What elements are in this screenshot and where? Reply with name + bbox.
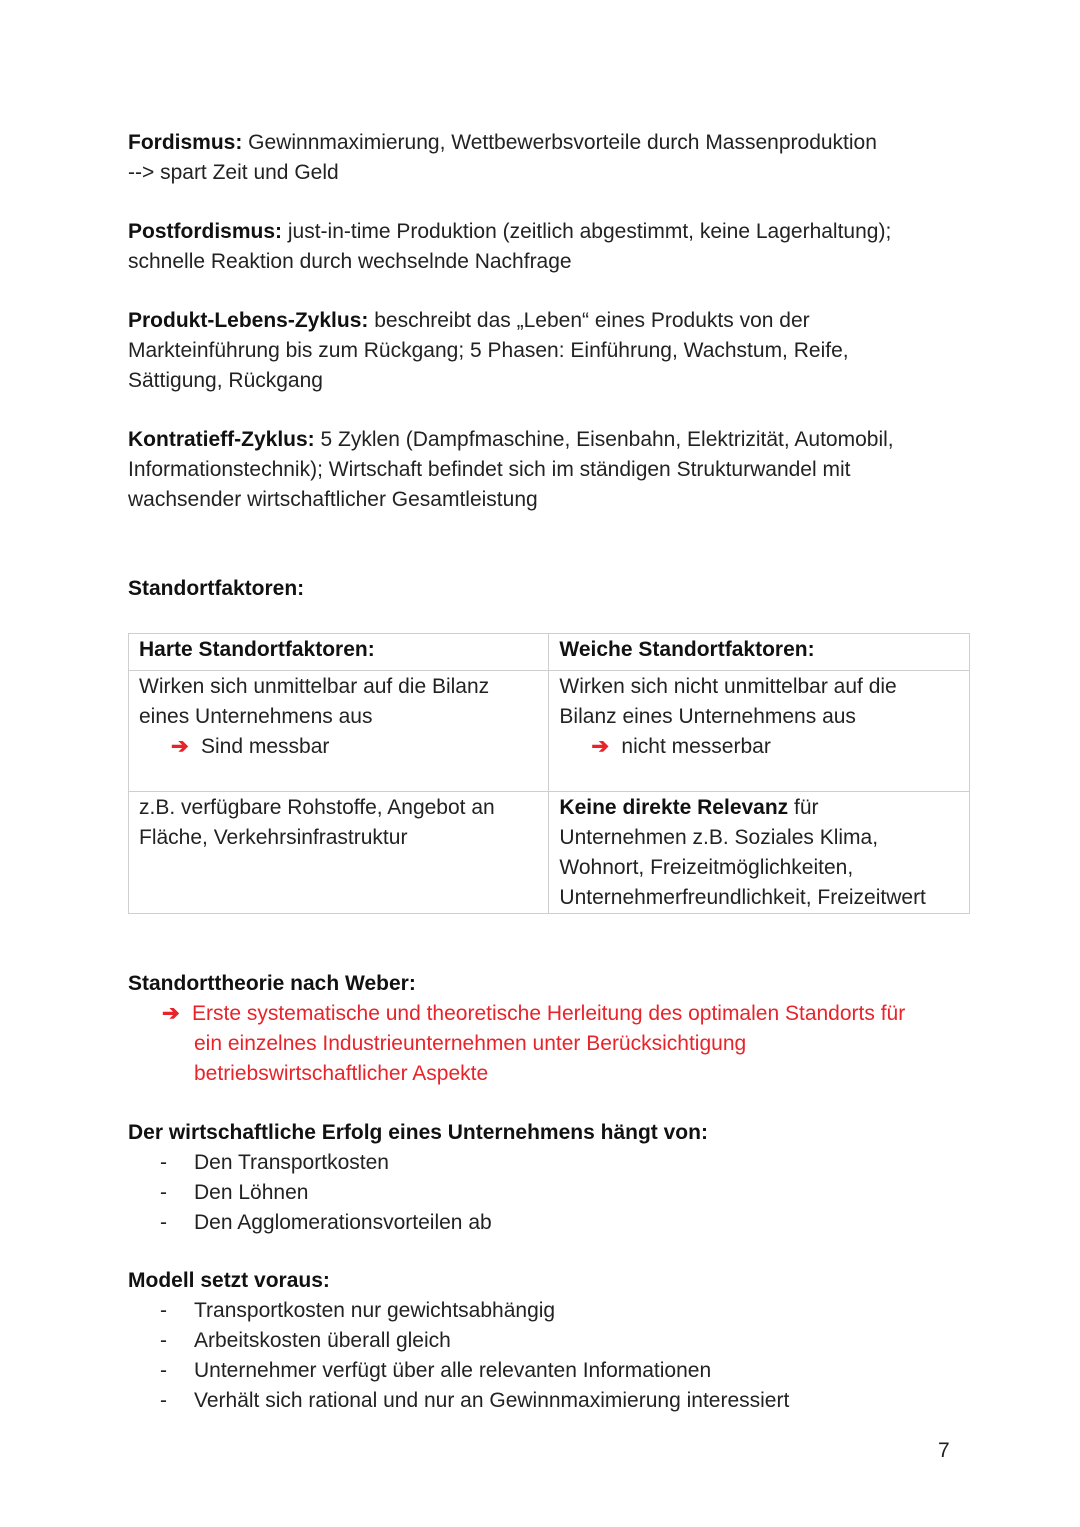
page-number: 7 bbox=[938, 1439, 950, 1462]
dash: - bbox=[160, 1359, 167, 1382]
list-item bbox=[128, 1356, 958, 1386]
erfolg-section bbox=[128, 1118, 958, 1238]
list-item bbox=[128, 1296, 958, 1326]
text: Den Transportkosten bbox=[194, 1151, 389, 1174]
term: Postfordismus: bbox=[128, 220, 283, 243]
standortfaktoren-table bbox=[128, 633, 970, 914]
definition-kontratieff-zyklus bbox=[128, 425, 958, 515]
text: Informationstechnik); Wirtschaft befindet sich im ständigen Strukturwandel mit bbox=[128, 458, 851, 481]
text: Sättigung, Rückgang bbox=[128, 369, 323, 392]
text: Markteinführung bis zum Rückgang; 5 Phasen: Einführung, Wachstum, Reife, bbox=[128, 339, 849, 362]
text: beschreibt das „Leben“ eines Produkts von der bbox=[368, 309, 810, 332]
text: Unternehmerfreundlichkeit, Freizeitwert bbox=[559, 886, 926, 909]
dash: - bbox=[160, 1329, 167, 1352]
text: Wirken sich nicht unmittelbar auf die bbox=[559, 675, 897, 698]
text: Wirken sich unmittelbar auf die Bilanz bbox=[139, 675, 490, 698]
modell-section bbox=[128, 1266, 958, 1416]
section-heading: Der wirtschaftliche Erfolg eines Unternehmens hängt von: bbox=[128, 1121, 708, 1144]
text: Erste systematische und theoretische Herleitung des optimalen Standorts für bbox=[192, 1002, 906, 1025]
section-heading: Modell setzt voraus: bbox=[128, 1269, 330, 1292]
table-row bbox=[129, 671, 970, 792]
table-header bbox=[129, 634, 549, 671]
header-weiche: Weiche Standortfaktoren: bbox=[559, 638, 815, 661]
list-item bbox=[128, 1148, 958, 1178]
text: z.B. verfügbare Rohstoffe, Angebot an bbox=[139, 796, 495, 819]
text: wachsender wirtschaftlicher Gesamtleistung bbox=[128, 488, 538, 511]
text: für bbox=[788, 796, 819, 819]
text: Den Löhnen bbox=[194, 1181, 309, 1204]
table-cell bbox=[549, 792, 970, 914]
list-item bbox=[128, 1208, 958, 1238]
text: Fläche, Verkehrsinfrastruktur bbox=[139, 826, 408, 849]
bold-text: Keine direkte Relevanz bbox=[559, 796, 789, 819]
weber-section bbox=[128, 969, 958, 1089]
list-item bbox=[128, 1326, 958, 1356]
section-heading-standortfaktoren: Standortfaktoren: bbox=[128, 577, 305, 600]
arrow-icon: ➔ bbox=[591, 735, 610, 758]
text: betriebswirtschaftlicher Aspekte bbox=[194, 1062, 489, 1085]
definition-postfordismus bbox=[128, 217, 958, 277]
section-heading: Standorttheorie nach Weber: bbox=[128, 972, 416, 995]
text: just-in-time Produktion (zeitlich abgestimmt, keine Lagerhaltung); bbox=[282, 220, 892, 243]
table-cell bbox=[129, 792, 549, 914]
list-item bbox=[128, 1178, 958, 1208]
term: Kontratieff-Zyklus: bbox=[128, 428, 315, 451]
text: Bilanz eines Unternehmens aus bbox=[559, 705, 856, 728]
text: 5 Zyklen (Dampfmaschine, Eisenbahn, Elektrizität, Automobil, bbox=[314, 428, 894, 451]
header-harte: Harte Standortfaktoren: bbox=[139, 638, 375, 661]
dash: - bbox=[160, 1151, 167, 1174]
dash: - bbox=[160, 1389, 167, 1412]
definition-produkt-lebens-zyklus bbox=[128, 306, 958, 396]
dash: - bbox=[160, 1211, 167, 1234]
definition-fordismus bbox=[128, 128, 958, 188]
table-cell bbox=[549, 671, 970, 792]
arrow-icon: ➔ bbox=[171, 735, 189, 758]
text: Gewinnmaximierung, Wettbewerbsvorteile durch Massenproduktion bbox=[242, 131, 877, 154]
text: Verhält sich rational und nur an Gewinnmaximierung interessiert bbox=[194, 1389, 790, 1412]
table-cell bbox=[129, 671, 549, 792]
text: eines Unternehmens aus bbox=[139, 705, 373, 728]
text: Unternehmen z.B. Soziales Klima, bbox=[559, 826, 879, 849]
text: Arbeitskosten überall gleich bbox=[194, 1329, 451, 1352]
dash: - bbox=[160, 1299, 167, 1322]
table-row bbox=[129, 792, 970, 914]
text: nicht messerbar bbox=[621, 735, 771, 758]
arrow-icon: ➔ bbox=[162, 1002, 180, 1025]
list-item bbox=[128, 1386, 958, 1416]
dash: - bbox=[160, 1181, 167, 1204]
text: Wohnort, Freizeitmöglichkeiten, bbox=[559, 856, 854, 879]
table-header bbox=[549, 634, 970, 671]
text: ein einzelnes Industrieunternehmen unter Berücksichtigung bbox=[194, 1032, 747, 1055]
term: Produkt-Lebens-Zyklus: bbox=[128, 309, 369, 332]
text: Sind messbar bbox=[201, 735, 330, 758]
text: Unternehmer verfügt über alle relevanten Informationen bbox=[194, 1359, 712, 1382]
term: Fordismus: bbox=[128, 131, 243, 154]
text: Den Agglomerationsvorteilen ab bbox=[194, 1211, 492, 1234]
text: Transportkosten nur gewichtsabhängig bbox=[194, 1299, 556, 1322]
text: --> spart Zeit und Geld bbox=[128, 161, 339, 184]
text: schnelle Reaktion durch wechselnde Nachfrage bbox=[128, 250, 572, 273]
